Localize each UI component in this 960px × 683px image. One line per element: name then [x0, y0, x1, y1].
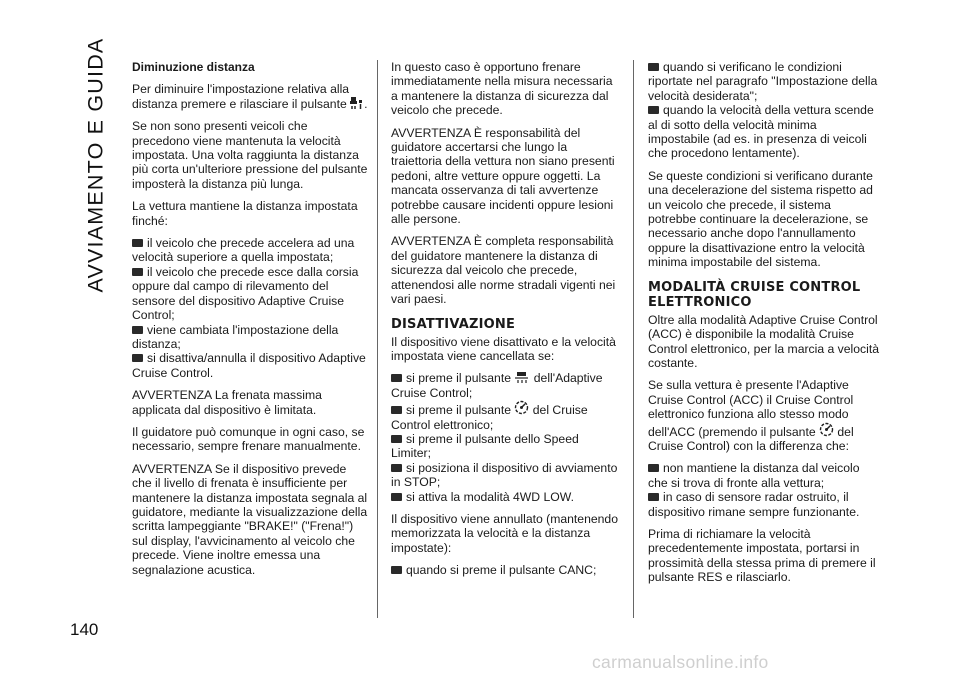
- list-item: non mantiene la distanza dal veicolo che si trova di fronte alla vettura;: [648, 461, 860, 490]
- list-item: si preme il pulsante del Cruise Control elettronico;: [391, 400, 619, 432]
- bullet-icon: [391, 406, 402, 414]
- list-item: si posiziona il dispositivo di avviamento in STOP;: [391, 460, 618, 490]
- column-divider-1: [377, 60, 378, 618]
- list-item: si preme il pulsante dello Speed Limiter;: [391, 431, 579, 461]
- list-item: quando si verificano le condizioni riportate nel paragrafo "Impostazione della velocità desiderata";: [648, 60, 878, 103]
- list-item: si preme il pulsante dell'Adaptive Cruise Control;: [391, 371, 603, 400]
- bullet-icon: [391, 464, 402, 472]
- paragraph: In questo caso è opportuno frenare immediatamente nella misura necessaria a mantenere la distanza di sicurezza dal veicolo che precede.: [391, 60, 613, 118]
- bullet-icon: [648, 63, 659, 71]
- page-number: 140: [70, 620, 99, 639]
- bullet-icon: [391, 374, 402, 382]
- bullet-icon: [391, 493, 402, 501]
- column-3: [648, 60, 880, 593]
- list-item: il veicolo che precede esce dalla corsia oppure dal campo di rilevamento del sensore del dispositivo Adaptive Cruise Control;: [132, 264, 359, 323]
- list-item: in caso di sensore radar ostruito, il dispositivo rimane sempre funzionante.: [648, 490, 860, 519]
- bullet-icon: [648, 106, 659, 114]
- paragraph: Se sulla vettura è presente l'Adaptive Cruise Control (ACC) il Cruise Control elettronico funziona allo stesso modo dell'ACC (premendo il pulsante del Cruise Control) con la differenza che:: [648, 378, 854, 453]
- section-title: [66, 37, 126, 293]
- warning-text: AVVERTENZA È completa responsabilità del guidatore mantenere la distanza di sicurezza dal veicolo che precede, attenendosi alle norme stradali vigenti nei vari paesi.: [391, 234, 616, 307]
- bullet-icon: [391, 566, 402, 574]
- column-divider-2: [633, 60, 634, 618]
- paragraph: Per diminuire l'impostazione relativa alla distanza premere e rilasciare il pulsante .: [132, 82, 368, 111]
- paragraph: Il dispositivo viene annullato (mantenendo memorizzata la velocità e la distanza impostate):: [391, 511, 618, 555]
- bullet-icon: [391, 435, 402, 443]
- column-2: [391, 60, 619, 578]
- subheading-distance-decrease: Diminuzione distanza: [132, 60, 255, 74]
- footer-watermark: carmanualsonline.info: [592, 652, 769, 672]
- paragraph: Oltre alla modalità Adaptive Cruise Control (ACC) è disponibile la modalità Cruise Control elettronico, per la marcia a velocità costante.: [648, 312, 879, 370]
- distance-decrease-icon: [350, 97, 364, 109]
- bullet-icon: [132, 239, 143, 247]
- section-heading-cruise-control: MODALITÀ CRUISE CONTROL ELETTRONICO: [648, 279, 861, 310]
- paragraph: Il dispositivo viene disattivato e la velocità impostata viene cancellata se:: [391, 334, 616, 363]
- warning-text: AVVERTENZA La frenata massima applicata dal dispositivo è limitata.: [132, 388, 322, 417]
- list-item: il veicolo che precede accelera ad una velocità superiore a quella impostata;: [132, 236, 355, 265]
- paragraph: Prima di richiamare la velocità precedentemente impostata, portarsi in prossimità della stessa prima di premere il pulsante RES e rilasciarlo.: [648, 526, 876, 585]
- bullet-icon: [132, 326, 143, 334]
- acc-button-icon: [514, 372, 530, 383]
- paragraph-text: Per diminuire l'impostazione relativa alla distanza premere e rilasciare il pulsante: [132, 82, 350, 111]
- paragraph: La vettura mantiene la distanza impostata finché:: [132, 199, 358, 228]
- warning-text: Il guidatore può comunque in ogni caso, se necessario, sempre frenare manualmente.: [132, 424, 365, 454]
- section-heading-deactivation: DISATTIVAZIONE: [391, 316, 516, 332]
- list-item: viene cambiata l'impostazione della distanza;: [132, 322, 339, 351]
- column-1: [132, 60, 368, 585]
- list-item: quando si preme il pulsante CANC;: [391, 563, 619, 577]
- list-item: si disattiva/annulla il dispositivo Adaptive Cruise Control.: [132, 351, 366, 380]
- list-item: quando la velocità della vettura scende al di sotto della velocità minima impostabile (ad es. in presenza di veicoli che procedono lentamente).: [648, 103, 874, 161]
- section-title-text: AVVIAMENTO E GUIDA: [83, 37, 108, 293]
- warning-text: AVVERTENZA È responsabilità del guidatore accertarsi che lungo la traiettoria della vettura non siano presenti pedoni, altre vetture oppure oggetti. La mancata osservanza di tali avvertenze potrebbe causare incidenti oppure lesioni alle persone.: [391, 125, 615, 227]
- speedometer-icon: [514, 400, 529, 415]
- paragraph: Se queste condizioni si verificano durante una decelerazione del sistema rispetto ad un veicolo che precede, il sistema potrebbe continuare la decelerazione, se necessario anche dopo l'annullamento oppure la disattivazione entro la velocità minima impostabile del sistema.: [648, 168, 873, 270]
- bullet-icon: [132, 354, 143, 362]
- speedometer-icon: [819, 422, 834, 437]
- paragraph: Se non sono presenti veicoli che precedono viene mantenuta la velocità impostata. Una volta raggiunta la distanza più corta un'ulteriore pressione del pulsante imposterà la distanza più lunga.: [132, 119, 368, 191]
- list-item: si attiva la modalità 4WD LOW.: [391, 490, 619, 504]
- warning-text: AVVERTENZA Se il dispositivo prevede che il livello di frenata è insufficiente per mantenere la distanza impostata segnala al guidatore, mediante la visualizzazione della scritta lampeggiante "BRAKE!" ("Frena!") sul display, l'avvicinamento al veicolo che precede. Viene inoltre emessa una segnalazione acustica.: [132, 461, 368, 577]
- bullet-icon: [648, 464, 659, 472]
- bullet-icon: [648, 493, 659, 501]
- bullet-icon: [132, 268, 143, 276]
